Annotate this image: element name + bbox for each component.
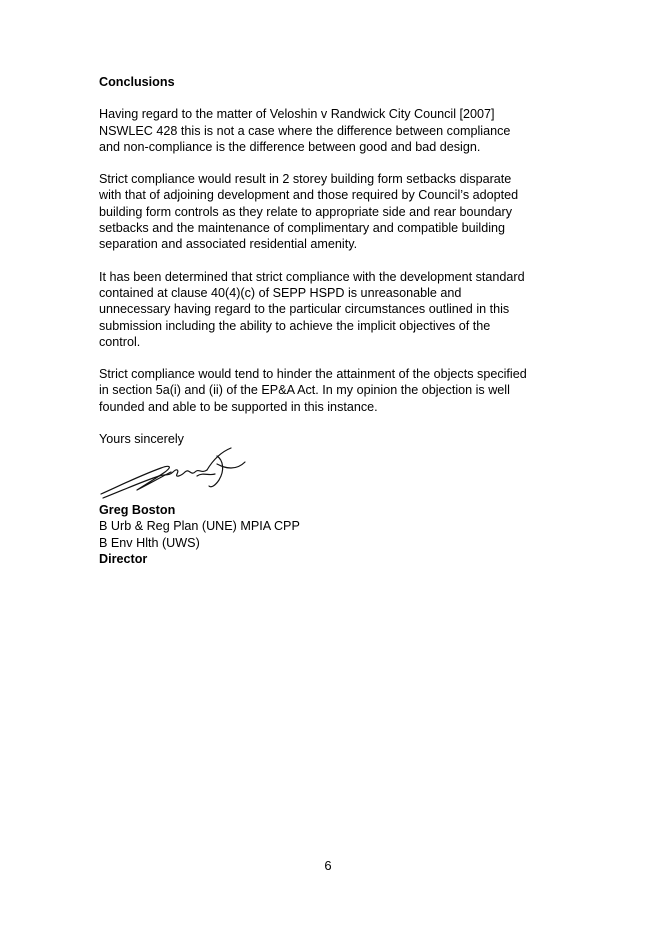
paragraph-4 — [99, 366, 569, 415]
signatory-name: Greg Boston — [99, 503, 176, 517]
text-line: contained at clause 40(4)(c) of SEPP HSPD is unreasonable and — [99, 285, 462, 300]
text-line: Strict compliance would result in 2 storey building form setbacks disparate — [99, 172, 512, 187]
text-line: building form controls as they relate to appropriate side and rear boundary — [99, 204, 513, 219]
text-line: Strict compliance would tend to hinder the attainment of the objects specified — [99, 367, 527, 382]
text-line: unnecessary having regard to the particular circumstances outlined in this — [99, 302, 510, 317]
text-line: separation and associated residential amenity. — [99, 237, 358, 252]
signatory-qualification: B Urb & Reg Plan (UNE) MPIA CPP — [99, 519, 300, 534]
text-line: with that of adjoining development and those required by Council’s adopted — [99, 188, 519, 203]
paragraph-1 — [99, 106, 569, 155]
signatory-title: Director — [99, 551, 148, 566]
text-line: Having regard to the matter of Veloshin v Randwick City Council [2007] — [99, 107, 495, 122]
closing-salutation: Yours sincerely — [99, 432, 184, 447]
text-line: and non-compliance is the difference between good and bad design. — [99, 139, 481, 154]
signature-block — [99, 502, 300, 567]
paragraph-3 — [99, 269, 569, 350]
section-heading: Conclusions — [99, 75, 175, 89]
text-line: setbacks and the maintenance of complimentary and compatible building — [99, 221, 506, 236]
text-line: NSWLEC 428 this is not a case where the difference between compliance — [99, 123, 511, 138]
text-line: submission including the ability to achieve the implicit objectives of the — [99, 318, 491, 333]
text-line: It has been determined that strict compliance with the development standard — [99, 269, 525, 284]
letter-body — [99, 74, 569, 447]
paragraph-2 — [99, 171, 569, 252]
text-line: founded and able to be supported in this instance. — [99, 399, 378, 414]
text-line: control. — [99, 334, 141, 349]
handwritten-signature — [99, 446, 249, 504]
text-line: in section 5a(i) and (ii) of the EP&A Act. In my opinion the objection is well — [99, 383, 510, 398]
signatory-qualification: B Env Hlth (UWS) — [99, 535, 200, 550]
page-number: 6 — [324, 858, 332, 873]
